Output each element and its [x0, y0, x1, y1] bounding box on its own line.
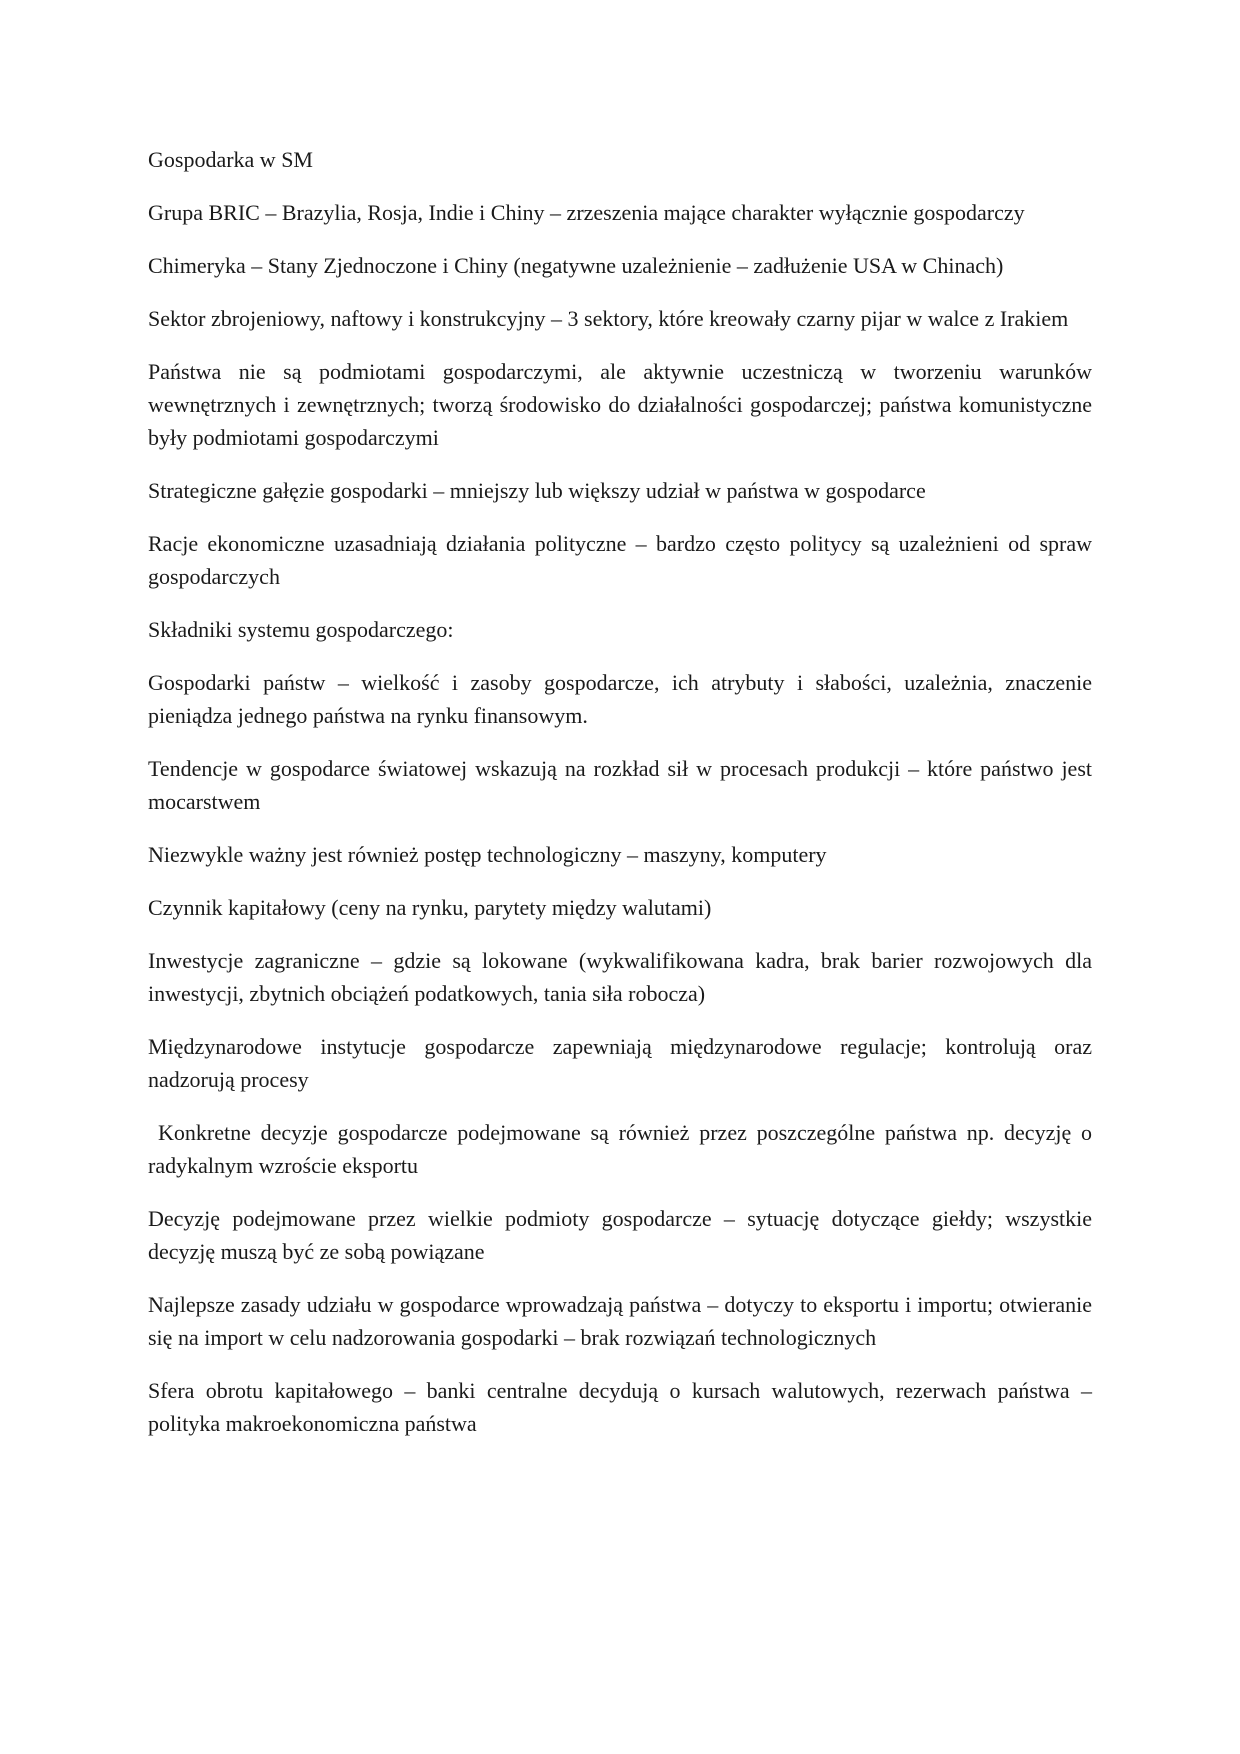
paragraph-sfera: Sfera obrotu kapitałowego – banki centralne decydują o kursach walutowych, rezerwach państwa – polityka makroekonomiczna państwa — [148, 1378, 1092, 1436]
paragraph-sektory: Sektor zbrojeniowy, naftowy i konstrukcyjny – 3 sektory, które kreowały czarny pijar w walce z Irakiem — [148, 306, 1069, 331]
paragraph-gospodarki-panstw: Gospodarki państw – wielkość i zasoby gospodarcze, ich atrybuty i słabości, uzależnia, znaczenie pieniądza jednego państwa na rynku finansowym. — [148, 670, 1092, 728]
paragraph-decyzje: Konkretne decyzje gospodarcze podejmowane są również przez poszczególne państwa np. decyzję o radykalnym wzroście eksportu — [148, 1120, 1092, 1178]
document-page — [148, 143, 1092, 1460]
paragraph-czynnik: Czynnik kapitałowy (ceny na rynku, parytety między walutami) — [148, 895, 712, 920]
paragraph-racje: Racje ekonomiczne uzasadniają działania polityczne – bardzo często politycy są uzależnieni od spraw gospodarczych — [148, 531, 1092, 589]
paragraph-inwestycje: Inwestycje zagraniczne – gdzie są lokowane (wykwalifikowana kadra, brak barier rozwojowych dla inwestycji, zbytnich obciążeń podatkowych, tania siła robocza) — [148, 948, 1092, 1006]
paragraph-tendencje: Tendencje w gospodarce światowej wskazują na rozkład sił w procesach produkcji – które państwo jest mocarstwem — [148, 756, 1092, 814]
paragraph-chimeryka: Chimeryka – Stany Zjednoczone i Chiny (negatywne uzależnienie – zadłużenie USA w Chinach) — [148, 253, 1004, 278]
paragraph-instytucje: Międzynarodowe instytucje gospodarcze zapewniają międzynarodowe regulacje; kontrolują oraz nadzorują procesy — [148, 1034, 1092, 1092]
document-title: Gospodarka w SM — [148, 147, 313, 172]
paragraph-bric: Grupa BRIC – Brazylia, Rosja, Indie i Chiny – zrzeszenia mające charakter wyłącznie gospodarczy — [148, 200, 1025, 225]
paragraph-skladniki: Składniki systemu gospodarczego: — [148, 617, 454, 642]
paragraph-podmioty: Decyzję podejmowane przez wielkie podmioty gospodarcze – sytuację dotyczące giełdy; wszystkie decyzję muszą być ze sobą powiązane — [148, 1206, 1092, 1264]
paragraph-strategiczne: Strategiczne gałęzie gospodarki – mniejszy lub większy udział w państwa w gospodarce — [148, 478, 926, 503]
paragraph-zasady: Najlepsze zasady udziału w gospodarce wprowadzają państwa – dotyczy to eksportu i importu; otwieranie się na import w celu nadzorowania gospodarki – brak rozwiązań technologicznych — [148, 1292, 1092, 1350]
paragraph-panstwa: Państwa nie są podmiotami gospodarczymi, ale aktywnie uczestniczą w tworzeniu warunków wewnętrznych i zewnętrznych; tworzą środowisko do działalności gospodarczej; państwa komunistyczne były podmiotami gospodarczymi — [148, 359, 1092, 450]
paragraph-postep: Niezwykle ważny jest również postęp technologiczny – maszyny, komputery — [148, 842, 827, 867]
